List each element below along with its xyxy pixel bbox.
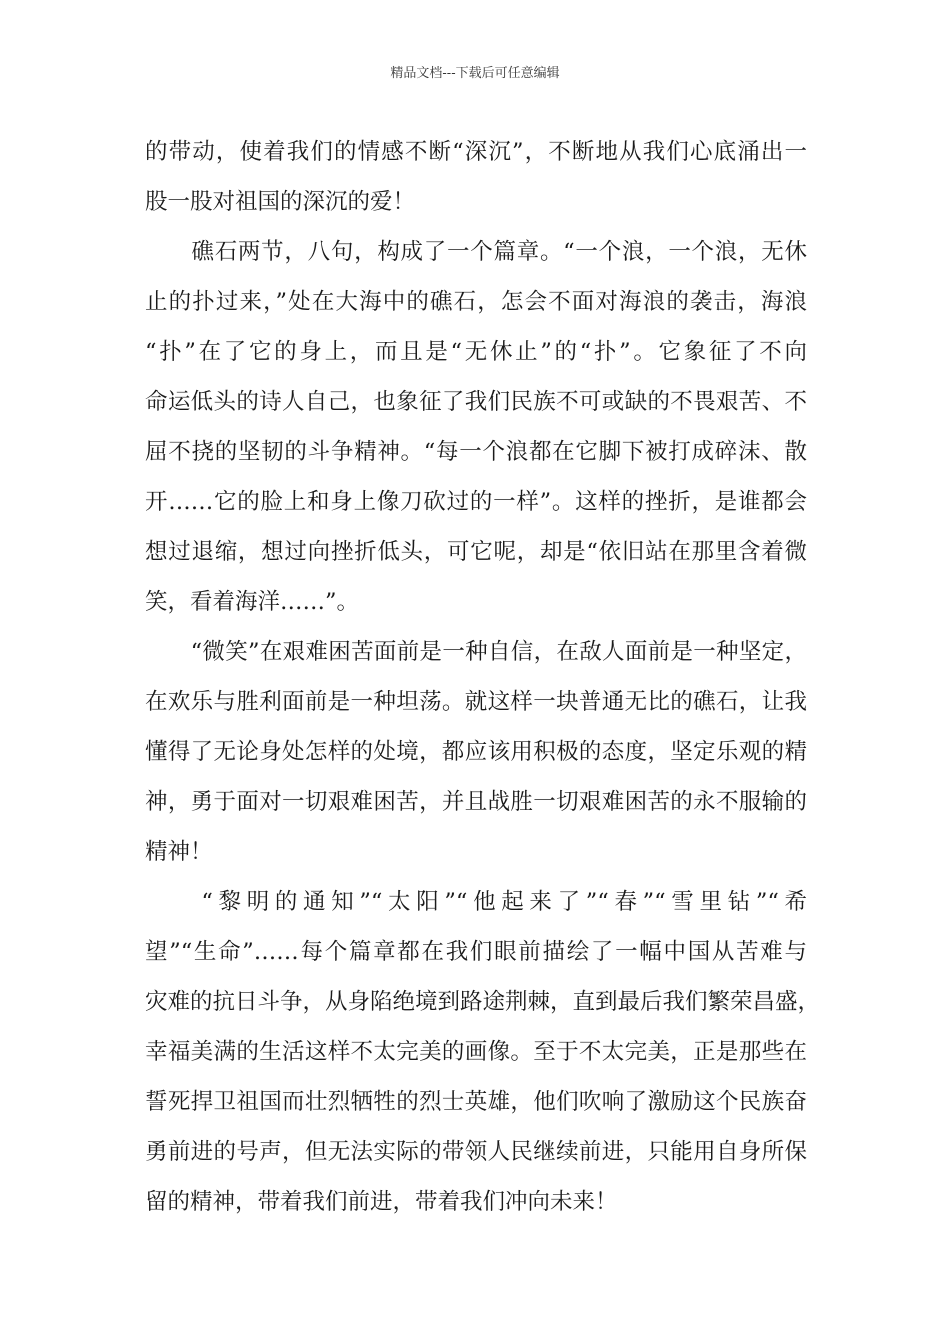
- text-line: 懂得了无论身处怎样的处境，都应该用积极的态度，坚定乐观的精: [145, 739, 807, 765]
- paragraph-4: [145, 877, 821, 1227]
- text-line: “扑”在了它的身上，而且是“无休止”的“扑”。它象征了不向: [145, 339, 807, 365]
- page-header: 精品文档---下载后可任意编辑: [390, 66, 560, 81]
- text-line: 屈不挠的坚韧的斗争精神。“每一个浪都在它脚下被打成碎沫、散: [145, 439, 807, 465]
- text-line: 止的扑过来，”处在大海中的礁石，怎会不面对海浪的袭击，海浪: [145, 289, 807, 315]
- text-line: 神，勇于面对一切艰难困苦，并且战胜一切艰难困苦的永不服输的: [145, 789, 807, 815]
- text-line: 望”“生命”……每个篇章都在我们眼前描绘了一幅中国从苦难与: [145, 939, 807, 965]
- text-line: 精神！: [145, 839, 213, 865]
- document-body: [145, 127, 821, 1227]
- text-line: 股一股对祖国的深沉的爱！: [145, 189, 416, 215]
- text-line: 笑，看着海洋……”。: [145, 589, 360, 615]
- text-line: 勇前进的号声，但无法实际的带领人民继续前进，只能用自身所保: [145, 1139, 807, 1165]
- text-line: 命运低头的诗人自己，也象征了我们民族不可或缺的不畏艰苦、不: [145, 389, 807, 415]
- text-line: 在欢乐与胜利面前是一种坦荡。就这样一块普通无比的礁石，让我: [145, 689, 807, 715]
- text-line: 留的精神，带着我们前进，带着我们冲向未来！: [145, 1189, 618, 1215]
- text-line: 幸福美满的生活这样不太完美的画像。至于不太完美，正是那些在: [145, 1039, 807, 1065]
- text-line: 开……它的脸上和身上像刀砍过的一样”。这样的挫折，是谁都会: [145, 489, 807, 515]
- text-line: 的带动，使着我们的情感不断“深沉”，不断地从我们心底涌出一: [145, 139, 807, 165]
- text-line: “黎明的通知”“太阳”“他起来了”“春”“雪里钻”“希: [145, 889, 807, 915]
- text-line: 誓死捍卫祖国而壮烈牺牲的烈士英雄，他们吹响了激励这个民族奋: [145, 1089, 807, 1115]
- paragraph-2: [145, 227, 807, 627]
- text-line: 礁石两节，八句，构成了一个篇章。“一个浪，一个浪，无休: [145, 239, 807, 265]
- paragraph-3: [145, 627, 807, 877]
- paragraph-1: [145, 127, 807, 227]
- text-line: 灾难的抗日斗争，从身陷绝境到路途荆棘，直到最后我们繁荣昌盛，: [145, 989, 821, 1015]
- text-line: 想过退缩，想过向挫折低头，可它呢，却是“依旧站在那里含着微: [145, 539, 807, 565]
- text-line: “微笑”在艰难困苦面前是一种自信，在敌人面前是一种坚定，: [145, 639, 807, 665]
